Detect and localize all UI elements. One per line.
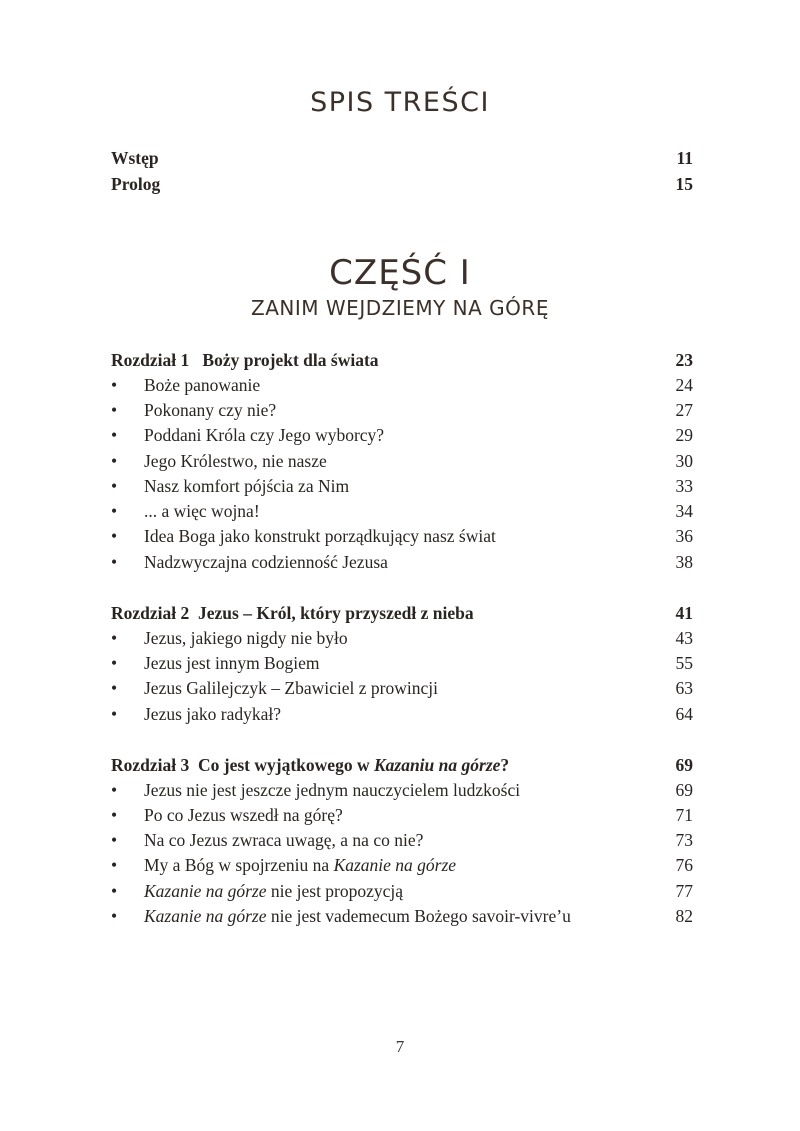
toc-item-label: Poddani Króla czy Jego wyborcy? bbox=[144, 425, 385, 445]
toc-item[interactable] bbox=[111, 702, 693, 726]
toc-item-page: 76 bbox=[675, 855, 693, 875]
toc-item-page: 36 bbox=[675, 526, 693, 546]
chapter-title-suffix: ? bbox=[500, 755, 510, 775]
toc-item-label: Nadzwyczajna codzienność Jezusa bbox=[144, 552, 388, 572]
chapter-heading-2[interactable] bbox=[111, 601, 693, 625]
toc-item-label: Jezus jest innym Bogiem bbox=[144, 653, 320, 673]
toc-item-label: Idea Boga jako konstrukt porządkujący nasz świat bbox=[144, 526, 496, 546]
toc-item[interactable] bbox=[111, 853, 693, 877]
toc-item[interactable] bbox=[111, 879, 693, 903]
toc-entry-page: 15 bbox=[675, 174, 693, 194]
bullet: • bbox=[111, 780, 118, 800]
toc-item[interactable] bbox=[111, 828, 693, 852]
toc-item-page: 64 bbox=[675, 704, 693, 724]
toc-item[interactable] bbox=[111, 651, 693, 675]
toc-item-label: Jego Królestwo, nie nasze bbox=[144, 451, 327, 471]
toc-item[interactable] bbox=[111, 449, 693, 473]
toc-item[interactable] bbox=[111, 803, 693, 827]
bullet: • bbox=[111, 881, 118, 901]
toc-item[interactable] bbox=[111, 524, 693, 548]
bullet: • bbox=[111, 501, 118, 521]
toc-item-label-suffix: nie jest propozycją bbox=[266, 881, 404, 901]
toc-item-label: Jezus Galilejczyk – Zbawiciel z prowincji bbox=[144, 678, 438, 698]
toc-item-page: 34 bbox=[675, 501, 693, 521]
bullet: • bbox=[111, 526, 118, 546]
toc-item-label: Jezus jako radykał? bbox=[144, 704, 282, 724]
chapter-title: Jezus – Król, który przyszedł z nieba bbox=[198, 603, 474, 623]
toc-item-page: 63 bbox=[675, 678, 693, 698]
toc-entry-label: Wstęp bbox=[111, 148, 159, 168]
part-title: CZĘŚĆ I bbox=[329, 253, 471, 293]
toc-item-label: Po co Jezus wszedł na górę? bbox=[144, 805, 343, 825]
toc-item[interactable] bbox=[111, 676, 693, 700]
toc-item[interactable] bbox=[111, 373, 693, 397]
toc-item-page: 55 bbox=[675, 653, 693, 673]
toc-item-label-italic: Kazanie na górze bbox=[333, 855, 457, 875]
toc-item-label-italic: Kazanie na górze bbox=[144, 881, 267, 901]
bullet: • bbox=[111, 805, 118, 825]
page-title: SPIS TREŚCI bbox=[310, 87, 490, 118]
bullet: • bbox=[111, 653, 118, 673]
bullet: • bbox=[111, 400, 118, 420]
chapter-heading-1[interactable] bbox=[111, 348, 693, 372]
toc-item[interactable] bbox=[111, 778, 693, 802]
bullet: • bbox=[111, 704, 118, 724]
toc-item[interactable] bbox=[111, 423, 693, 447]
toc-item-page: 77 bbox=[675, 881, 693, 901]
chapter-title-italic: Kazaniu na górze bbox=[373, 755, 501, 775]
toc-item-label: ... a więc wojna! bbox=[144, 501, 260, 521]
toc-item-label: Boże panowanie bbox=[144, 375, 261, 395]
chapter-title: Boży projekt dla świata bbox=[202, 350, 379, 370]
chapter-title-prefix: Co jest wyjątkowego w bbox=[198, 755, 374, 775]
toc-item-label: Pokonany czy nie? bbox=[144, 400, 277, 420]
toc-entry-page: 11 bbox=[676, 148, 693, 168]
toc-entry-label: Prolog bbox=[111, 174, 161, 194]
toc-item-page: 73 bbox=[675, 830, 693, 850]
bullet: • bbox=[111, 855, 118, 875]
toc-item-page: 29 bbox=[675, 425, 693, 445]
part-subtitle: ZANIM WEJDZIEMY NA GÓRĘ bbox=[251, 296, 549, 320]
toc-item-label-suffix: nie jest vademecum Bożego savoir-vivre’u bbox=[266, 906, 571, 926]
bullet: • bbox=[111, 451, 118, 471]
bullet: • bbox=[111, 830, 118, 850]
toc-item-label-italic: Kazanie na górze bbox=[144, 906, 267, 926]
toc-item[interactable] bbox=[111, 398, 693, 422]
toc-item-label-prefix: My a Bóg w spojrzeniu na bbox=[144, 855, 334, 875]
chapter-number: Rozdział 1 bbox=[111, 350, 190, 370]
toc-entry-prologue[interactable] bbox=[111, 172, 693, 196]
bullet: • bbox=[111, 375, 118, 395]
toc-item[interactable] bbox=[111, 626, 693, 650]
toc-item[interactable] bbox=[111, 904, 693, 928]
toc-item-page: 71 bbox=[675, 805, 693, 825]
toc-entry-intro[interactable] bbox=[111, 146, 693, 170]
toc-item-label: Jezus, jakiego nigdy nie było bbox=[144, 628, 348, 648]
toc-item[interactable] bbox=[111, 550, 693, 574]
toc-item-page: 43 bbox=[675, 628, 693, 648]
page-number: 7 bbox=[395, 1037, 405, 1056]
bullet: • bbox=[111, 678, 118, 698]
bullet: • bbox=[111, 476, 118, 496]
toc-item-page: 38 bbox=[675, 552, 693, 572]
chapter-number: Rozdział 3 bbox=[111, 755, 190, 775]
toc-item-page: 27 bbox=[675, 400, 693, 420]
chapter-heading-3[interactable] bbox=[111, 753, 693, 777]
bullet: • bbox=[111, 425, 118, 445]
toc-item-page: 69 bbox=[675, 780, 693, 800]
toc-item-label: Jezus nie jest jeszcze jednym nauczycielem ludzkości bbox=[144, 780, 521, 800]
toc-item-page: 33 bbox=[675, 476, 693, 496]
toc-item-label: Na co Jezus zwraca uwagę, a na co nie? bbox=[144, 830, 424, 850]
bullet: • bbox=[111, 628, 118, 648]
toc-item-page: 82 bbox=[675, 906, 693, 926]
toc-item[interactable] bbox=[111, 474, 693, 498]
toc-item-page: 30 bbox=[675, 451, 693, 471]
chapter-page: 41 bbox=[675, 603, 693, 623]
chapter-page: 23 bbox=[675, 350, 693, 370]
toc-item[interactable] bbox=[111, 499, 693, 523]
toc-item-page: 24 bbox=[675, 375, 693, 395]
toc-item-label: Nasz komfort pójścia za Nim bbox=[144, 476, 350, 496]
chapter-number: Rozdział 2 bbox=[111, 603, 190, 623]
bullet: • bbox=[111, 906, 118, 926]
bullet: • bbox=[111, 552, 118, 572]
chapter-page: 69 bbox=[675, 755, 693, 775]
